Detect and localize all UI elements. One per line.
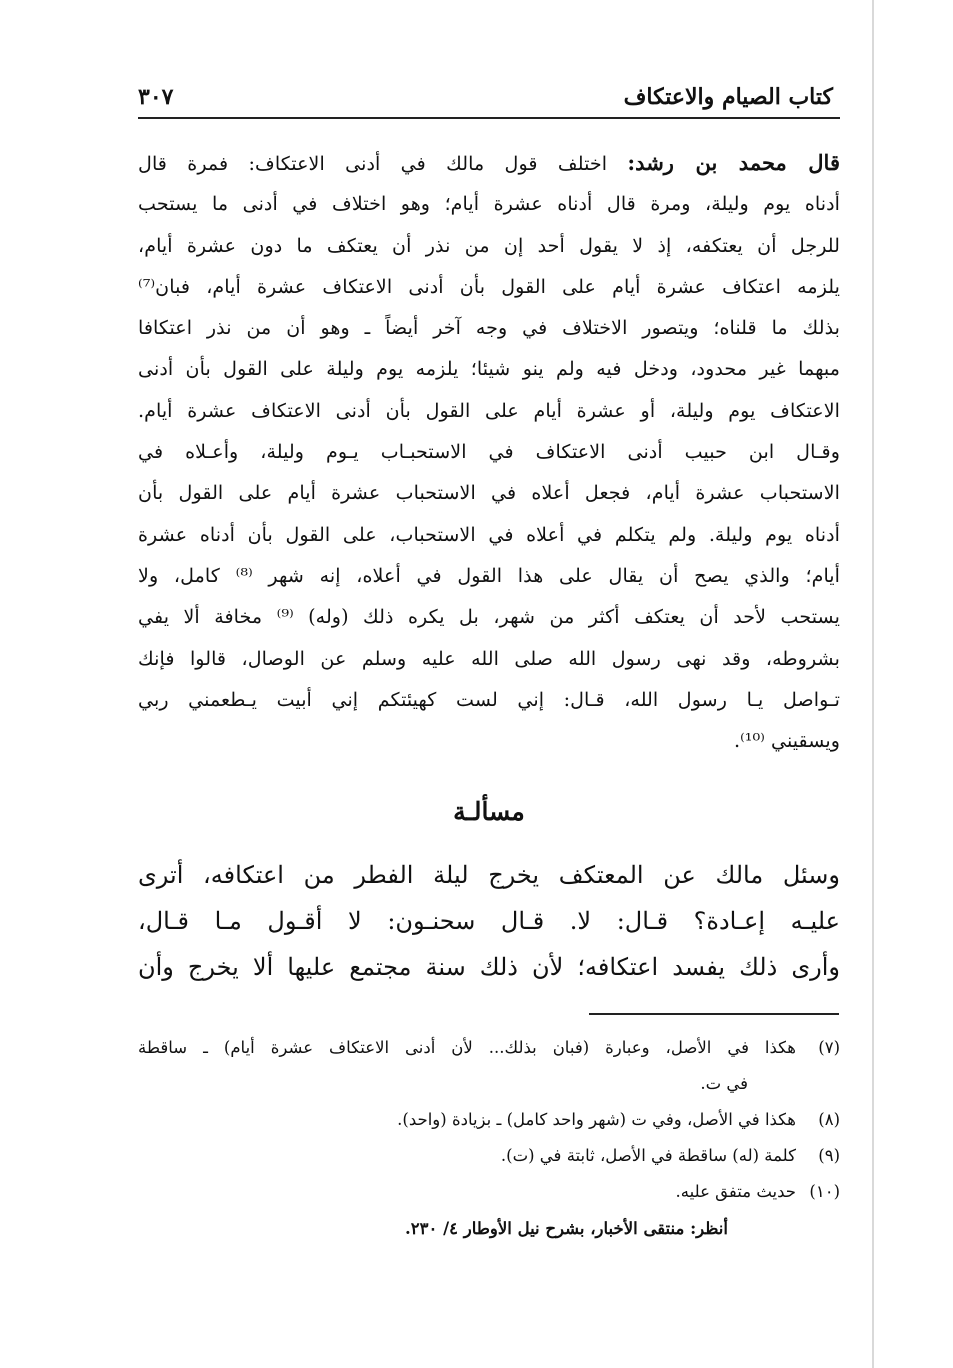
header-rule	[138, 117, 840, 119]
speaker-lead: قال محمد بن رشد:	[627, 150, 840, 175]
text-line: أدناه يوم وليلة. ولم يتكلم في أعلاه في الاستحباب، على القول بأن أدناه عشرة	[138, 522, 840, 546]
page-edge-shadow	[872, 0, 874, 1368]
footnote	[138, 1138, 840, 1174]
text-line: الاعتكاف يوم وليلة، أو عشرة أيام على القول بأن أدنى الاعتكاف عشرة أيام.	[138, 398, 840, 422]
footnote-text: هكذا في الأصل، وعبارة (فبان بذلك... لأن أدنى الاعتكاف عشرة أيام) ـ ساقطة	[138, 1038, 796, 1057]
text-line: ويسقيني ⁽¹⁰⁾.	[733, 729, 840, 753]
footnote	[138, 1030, 840, 1066]
text-line: مبهما غير محدود، ودخل فيه ولم ينو شيئا؛ يلزمه يوم وليلة على القول بأن أدنى	[138, 357, 840, 381]
running-header-title: كتاب الصيام والاعتكاف	[623, 84, 833, 110]
footnote-number: (٨)	[818, 1110, 840, 1129]
text-line: وأرى ذلك يفسد اعتكافه؛ لأن ذلك سنة مجتمع عليها ألا يخرج وأن	[138, 953, 840, 981]
section-heading: مسألـة	[453, 797, 525, 826]
question-text	[138, 852, 840, 990]
footnote-number: (١٠)	[809, 1182, 840, 1201]
text-line: قال محمد بن رشد: اختلف قول مالك في أدنى الاعتكاف: فمرة قال	[138, 150, 840, 175]
footnote-text: هكذا في الأصل، وفي ت (شهر واحد كامل) ـ بزيادة (واحد).	[397, 1110, 796, 1129]
footnotes	[138, 1030, 840, 1248]
text-line: أدناه يوم وليلة، ومرة قال أدناه عشرة أيام؛ وهو اختلاف في أدنى ما يستحب	[138, 192, 840, 216]
text-line: للرجل أن يعتكفه، إذ لا يقول أحد إن من نذر أن يعتكف ما دون عشرة أيام،	[138, 233, 840, 257]
page-number: ٣٠٧	[138, 84, 174, 110]
text-line: عليـه إعـادة؟ قـال: لا. قـال سحنـون: لا أقـول مـا قـال،	[138, 907, 840, 935]
text-line: يستحب لأحد أن يعتكف أكثر من شهر، بل يكره ذلك (وله) ⁽⁹⁾ مخافة ألا يفي	[138, 605, 840, 629]
text-line: أيام؛ والذي يصح أن يقال على هذا القول في أعلاه، إنه شهر ⁽⁸⁾ كامل، ولا	[138, 563, 840, 587]
text-line: يلزمه اعتكاف عشرة أيام على القول بأن أدنى الاعتكاف عشرة أيام، فبان⁽⁷⁾	[138, 274, 840, 298]
text-line: بذلك ما قلناه؛ ويتصور الاختلاف في وجه آخر أيضاً ـ وهو أن من نذر اعتكافا	[138, 316, 840, 340]
footnote-continuation: في ت.	[700, 1074, 748, 1093]
footnote	[138, 1102, 840, 1138]
text-line: وقـال ابن حبيب أدنى الاعتكاف في الاستحبـاب يـوم وليلة، وأعـلاه في	[138, 440, 840, 464]
footnote-text: كلمة (له) ساقطة في الأصل، ثابتة في (ت).	[500, 1146, 796, 1165]
footnote-number: (٩)	[818, 1146, 840, 1165]
footnote-number: (٧)	[818, 1038, 840, 1057]
footnote-text: حديث متفق عليه.	[675, 1182, 796, 1201]
footnote-separator	[589, 1013, 839, 1015]
footnote	[138, 1174, 840, 1210]
commentary-text	[138, 142, 840, 761]
text-line: وسئل مالك عن المعتكف يخرج ليلة الفطر من اعتكافه، أترى	[138, 861, 840, 889]
footnote-source: أنظر: منتقى الأخبار، بشرح نيل الأوطار ٤/ ٢٣٠.	[405, 1219, 728, 1238]
text-line: بشروطه، وقد نهى رسول الله صلى الله عليه وسلم عن الوصال، قالوا فإنك	[138, 646, 840, 670]
text-line: الاستحباب عشرة أيام، فجعل أعلاه في الاستحباب عشرة أيام على القول بأن	[138, 481, 840, 505]
text-line: تـواصل يـا رسول الله، قـال: إني لست كهيئتكم إني أبيت يـطعمني ربي	[138, 687, 840, 711]
